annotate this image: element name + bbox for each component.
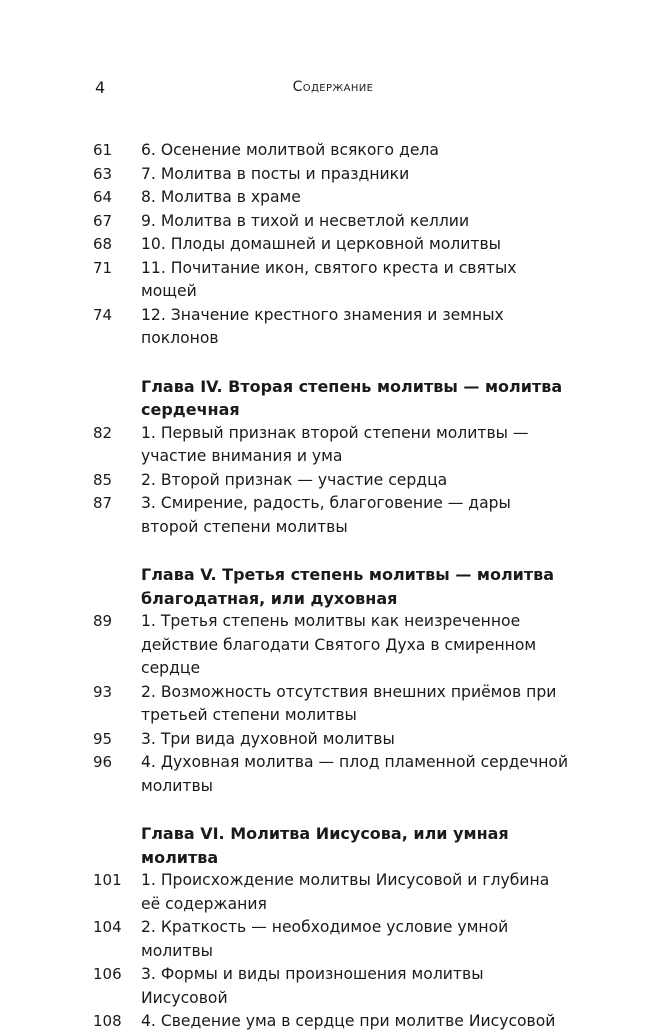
entry-title: 9. Молитва в тихой и несветлой келлии (141, 211, 470, 230)
chapter-title[interactable]: Глава VI. Молитва Иисусова, или умная молитва (141, 824, 509, 867)
entry-title: 12. Значение крестного знамения и земных поклонов (141, 305, 504, 347)
entry-title: 3. Три вида духовной молитвы (141, 729, 395, 748)
entry-page-number: 63 (93, 164, 113, 183)
page-header (0, 78, 666, 102)
chapter-title[interactable]: Глава IV. Вторая степень молитвы — молитва сердечная (141, 376, 563, 419)
entry-page-number: 61 (93, 141, 113, 159)
toc-entry[interactable] (93, 469, 573, 493)
running-title: Содержание (292, 79, 374, 95)
toc-entry[interactable] (93, 139, 573, 163)
toc-entry[interactable] (93, 681, 573, 728)
toc-entry[interactable] (93, 304, 573, 351)
chapter-title[interactable]: Глава V. Третья степень молитвы — молитва благодатная, или духовная (141, 565, 555, 608)
entry-title: 3. Формы и виды произношения молитвы Иисусовой (141, 965, 484, 1007)
entry-page-number: 85 (93, 470, 113, 489)
toc-chapter-4 (93, 375, 573, 540)
toc-entry[interactable] (93, 492, 573, 539)
toc-entry[interactable] (93, 751, 573, 798)
entry-page-number: 95 (93, 729, 113, 748)
entry-page-number: 67 (93, 211, 113, 230)
entry-title: 2. Второй признак — участие сердца (141, 470, 448, 489)
entry-page-number: 96 (93, 753, 113, 771)
entry-page-number: 101 (93, 871, 122, 889)
toc-entry[interactable] (93, 186, 573, 210)
entry-page-number: 71 (93, 258, 113, 277)
toc-chapter-5 (93, 563, 573, 798)
toc-entry[interactable] (93, 422, 573, 469)
entry-title: 10. Плоды домашней и церковной молитвы (141, 235, 501, 253)
toc-entry[interactable] (93, 257, 573, 304)
entry-page-number: 82 (93, 423, 113, 442)
entry-page-number: 93 (93, 682, 113, 701)
entry-title: 4. Сведение ума в сердце при молитве Иисусовой (141, 1012, 556, 1030)
toc-entry[interactable] (93, 869, 573, 916)
entry-page-number: 64 (93, 188, 113, 206)
entry-title: 2. Возможность отсутствия внешних приёмов при третьей степени молитвы (141, 682, 557, 724)
toc-group (93, 139, 573, 351)
entry-page-number: 87 (93, 494, 113, 512)
entry-title: 4. Духовная молитва — плод пламенной сердечной молитвы (141, 753, 569, 795)
entry-page-number: 89 (93, 612, 113, 630)
toc-entry[interactable] (93, 610, 573, 681)
entry-title: 2. Краткость — необходимое условие умной молитвы (141, 918, 509, 960)
toc-entry[interactable] (93, 728, 573, 752)
entry-title: 7. Молитва в посты и праздники (141, 164, 410, 183)
toc-entry[interactable] (93, 1010, 573, 1034)
entry-title: 8. Молитва в храме (141, 188, 301, 206)
entry-title: 1. Третья степень молитвы как неизреченное действие благодати Святого Духа в смиренном сердце (141, 612, 537, 677)
toc-entry[interactable] (93, 916, 573, 963)
entry-page-number: 74 (93, 305, 113, 324)
toc-entry[interactable] (93, 233, 573, 257)
entry-page-number: 68 (93, 235, 113, 253)
table-of-contents (93, 139, 573, 1034)
toc-chapter-6 (93, 822, 573, 1034)
entry-title: 1. Происхождение молитвы Иисусовой и глубина её содержания (141, 871, 550, 913)
entry-page-number: 106 (93, 965, 122, 983)
toc-entry[interactable] (93, 963, 573, 1010)
toc-entry[interactable] (93, 210, 573, 234)
toc-entry[interactable] (93, 163, 573, 187)
entry-title: 6. Осенение молитвой всякого дела (141, 141, 439, 159)
page-number: 4 (95, 78, 106, 97)
entry-page-number: 104 (93, 918, 122, 936)
entry-title: 11. Почитание икон, святого креста и святых мощей (141, 258, 517, 300)
entry-title: 3. Смирение, радость, благоговение — дары второй степени молитвы (141, 494, 511, 536)
entry-title: 1. Первый признак второй степени молитвы — участие внимания и ума (141, 423, 529, 465)
entry-page-number: 108 (93, 1012, 122, 1030)
